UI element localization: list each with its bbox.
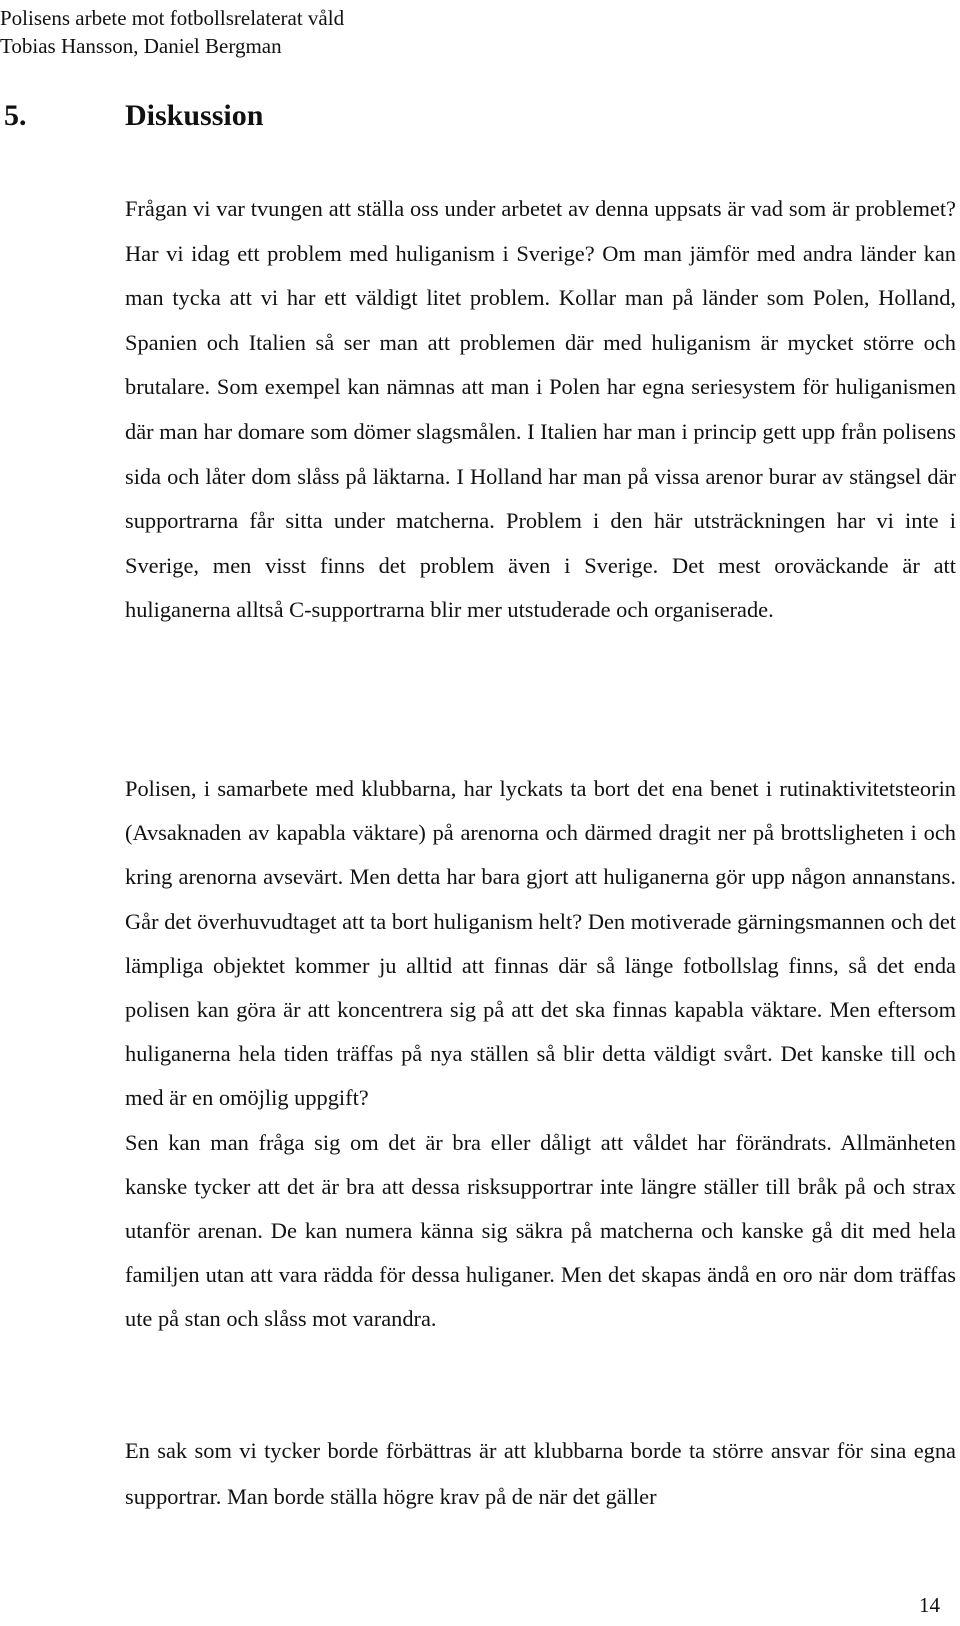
paragraph: Sen kan man fråga sig om det är bra eller dåligt att våldet har förändrats. Allmänheten kanske tycker att det är bra att dessa risksupportrar inte längre ställer till bråk på och strax utanför arenan. De kan numera känna sig säkra på matcherna och kanske gå dit med hela familjen utan att vara rädda för dessa huliganer. Men det skapas ändå en oro när dom träffas ute på stan och slåss mot varandra. bbox=[125, 1129, 956, 1332]
paragraph: Frågan vi var tvungen att ställa oss under arbetet av denna uppsats är vad som är problemet? Har vi idag ett problem med huliganism i Sverige? Om man jämför med andra länder kan man tycka att vi har ett väldigt litet problem. Kollar man på länder som Polen, Holland, Spanien och Italien så ser man att problemen där med huliganism är mycket större och brutalare. Som exempel kan nämnas att man i Polen har egna seriesystem för huliganismen där man har domare som dömer slagsmålen. I Italien har man i princip gett upp från polisens sida och låter dom slåss på läktarna. I Holland har man på vissa arenor burar av stängsel där supportrarna får sitta under matcherna. Problem i den här utsträckningen har vi inte i Sverige, men visst finns det problem även i Sverige. Det mest oroväckande är att huliganerna alltså C-supportrarna blir mer utstuderade och organiserade. bbox=[125, 196, 956, 623]
paragraph-police-cooperation bbox=[125, 767, 956, 1342]
document-title: Polisens arbete mot fotbollsrelaterat våld bbox=[0, 6, 345, 30]
page-number: 14 bbox=[919, 1593, 940, 1617]
running-header bbox=[0, 4, 344, 60]
paragraph-club-responsibility bbox=[125, 1428, 956, 1520]
section-heading bbox=[4, 98, 263, 134]
document-authors: Tobias Hansson, Daniel Bergman bbox=[0, 34, 282, 58]
paragraph: En sak som vi tycker borde förbättras är att klubbarna borde ta större ansvar för sina egna supportrar. Man borde ställa högre krav på de när det gäller bbox=[125, 1438, 956, 1509]
section-title: Diskussion bbox=[125, 99, 264, 132]
paragraph: Polisen, i samarbete med klubbarna, har lyckats ta bort det ena benet i rutinaktivitetsteorin (Avsaknaden av kapabla väktare) på arenorna och därmed dragit ner på brottsligheten i och kring arenorna avsevärt. Men detta har bara gjort att huliganerna gör upp någon annanstans. Går det överhuvudtaget att ta bort huliganism helt? Den motiverade gärningsmannen och det lämpliga objektet kommer ju alltid att finnas där så länge fotbollslag finns, så det enda polisen kan göra är att koncentrera sig på att det ska finnas kapabla väktare. Men eftersom huliganerna hela tiden träffas på nya ställen så blir detta väldigt svårt. Det kanske till och med är en omöjlig uppgift? bbox=[125, 776, 956, 1111]
paragraph-problem-definition bbox=[125, 187, 956, 633]
section-number: 5. bbox=[4, 99, 27, 132]
